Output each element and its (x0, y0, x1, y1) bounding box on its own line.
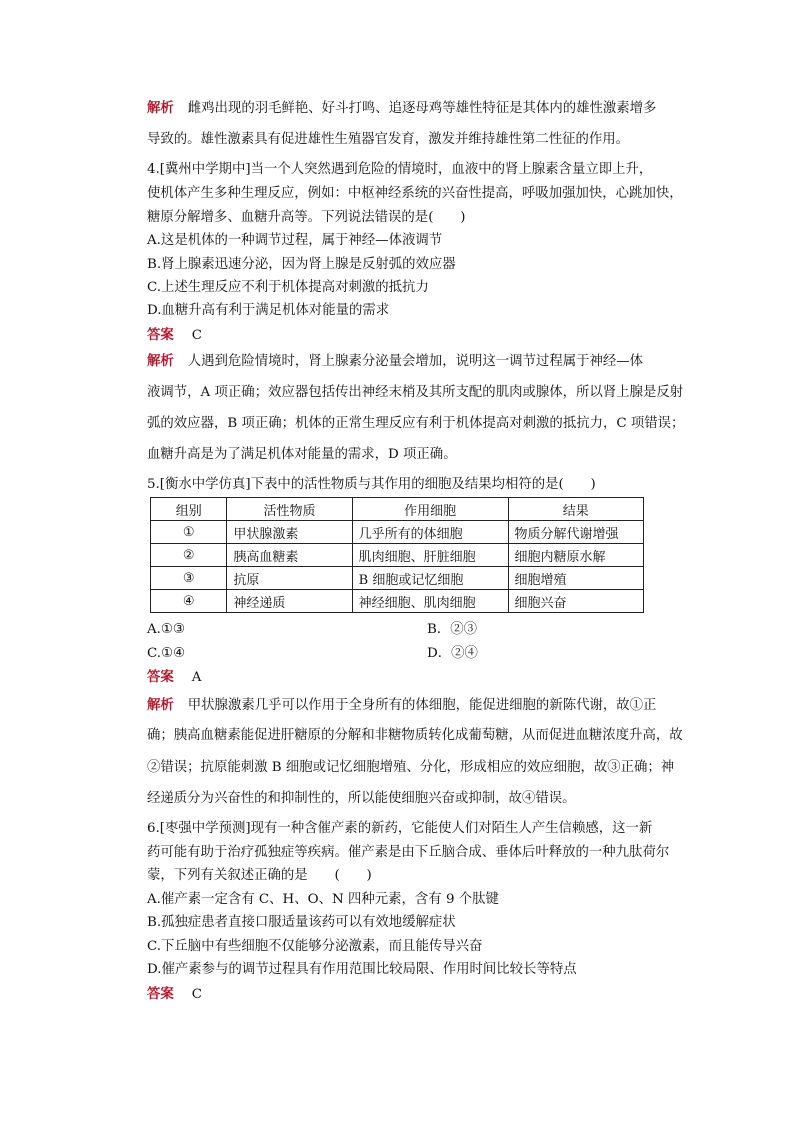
column-header: 作用细胞 (352, 498, 508, 521)
table-cell: 甲状腺激素 (227, 521, 352, 544)
question-stem: 糖原分解增多、血糖升高等。下列说法错误的是( ) (147, 210, 466, 225)
question-stem: 6.[枣强中学预测]现有一种含催产素的新药，它能使人们对陌生人产生信赖感，这一新 (147, 821, 653, 836)
option-c: C.下丘脑中有些细胞不仅能够分泌激素，而且能传导兴奋 (147, 939, 483, 954)
answer-line (147, 985, 202, 1004)
option-d: D.催产素参与的调节过程具有作用范围比较局限、作用时间比较长等特点 (147, 962, 577, 977)
analysis-text: ②错误；抗原能刺激 B 细胞或记忆细胞增殖、分化，形成相应的效应细胞，故③正确；神 (147, 760, 675, 775)
option-b: B.孤独症患者直接口服适量该药可以有效地缓解症状 (147, 915, 456, 930)
table-header-row (151, 498, 644, 521)
table-cell: ② (151, 544, 227, 567)
answer-value: C (191, 987, 203, 1002)
column-header: 结果 (508, 498, 643, 521)
table-cell: 细胞兴奋 (508, 590, 643, 613)
answer-label: 答案 (147, 327, 174, 343)
table-cell: B 细胞或记忆细胞 (352, 567, 508, 590)
column-header: 活性物质 (227, 498, 352, 521)
analysis-label: 解析 (147, 353, 174, 369)
table-cell: 几乎所有的体细胞 (352, 521, 508, 544)
table-cell: 神经细胞、肌肉细胞 (352, 590, 508, 613)
table-row (151, 590, 644, 613)
option-a: A.①③ (147, 622, 185, 637)
analysis-text: 导致的。雄性激素具有促进雄性生殖器官发育，激发并维持雄性第二性征的作用。 (147, 132, 630, 147)
table-cell: 细胞内糖原水解 (508, 544, 643, 567)
table-cell: 细胞增殖 (508, 567, 643, 590)
table-cell: 神经递质 (227, 590, 352, 613)
table-row (151, 521, 644, 544)
analysis-text: 液调节，A 项正确；效应器包括传出神经末梢及其所支配的肌肉或腺体，所以肾上腺是反射 (147, 385, 684, 400)
column-header: 组别 (151, 498, 227, 521)
table-row (151, 544, 644, 567)
option-d: D.血糖升高有利于满足机体对能量的需求 (147, 303, 390, 318)
answer-line (147, 668, 201, 687)
table-cell: 物质分解代谢增强 (508, 521, 643, 544)
option-a: A.这是机体的一种调节过程，属于神经—体液调节 (147, 233, 443, 248)
answer-value: C (191, 328, 203, 343)
question-stem: 使机体产生多种生理反应，例如：中枢神经系统的兴奋性提高，呼吸加强加快，心跳加快， (147, 186, 683, 201)
analysis-label: 解析 (147, 697, 174, 713)
table-cell: 抗原 (227, 567, 352, 590)
analysis-text: 弧的效应器，B 项正确；机体的正常生理反应有利于机体提高对刺激的抵抗力，C 项错误； (147, 416, 685, 431)
question-stem: 药可能有助于治疗孤独症等疾病。催产素是由下丘脑合成、垂体后叶释放的一种九肽荷尔 (147, 845, 670, 860)
option-d: D．②④ (427, 646, 478, 661)
table-cell: 肌肉细胞、肝脏细胞 (352, 544, 508, 567)
table-cell: ④ (151, 590, 227, 613)
option-c: C.上述生理反应不利于机体提高对刺激的抵抗力 (147, 280, 429, 295)
answer-label: 答案 (147, 986, 174, 1002)
table-cell: ③ (151, 567, 227, 590)
analysis-label: 解析 (147, 100, 174, 116)
analysis-text: 甲状腺激素几乎可以作用于全身所有的体细胞，能促进细胞的新陈代谢，故①正 (187, 698, 657, 713)
analysis-text: 血糖升高是为了满足机体对能量的需求，D 项正确。 (147, 447, 457, 462)
option-a: A.催产素一定含有 C、H、O、N 四种元素，含有 9 个肽键 (147, 892, 499, 907)
question-stem: 蒙，下列有关叙述正确的是 ( ) (147, 868, 372, 883)
answer-label: 答案 (147, 669, 174, 685)
answer-value: A (191, 670, 202, 685)
analysis-paragraph-line (147, 696, 656, 715)
analysis-paragraph-line (147, 352, 643, 371)
question-stem: 4.[冀州中学期中]当一个人突然遇到危险的情境时，血液中的肾上腺素含量立即上升， (147, 162, 653, 177)
table-cell: ① (151, 521, 227, 544)
analysis-paragraph-line (147, 99, 656, 118)
table-row (151, 567, 644, 590)
table-cell: 胰高血糖素 (227, 544, 352, 567)
option-c: C.①④ (147, 646, 186, 661)
option-b: B.肾上腺素迅速分泌，因为肾上腺是反射弧的效应器 (147, 257, 456, 272)
data-table (150, 497, 644, 613)
analysis-text: 确；胰高血糖素能促进肝糖原的分解和非糖物质转化成葡萄糖，从而促进血糖浓度升高，故 (147, 728, 683, 743)
analysis-text: 经递质分为兴奋性的和抑制性的，所以能使细胞兴奋或抑制，故④错误。 (147, 791, 576, 806)
option-b: B．②③ (427, 622, 478, 637)
analysis-text: 雌鸡出现的羽毛鲜艳、好斗打鸣、追逐母鸡等雄性特征是其体内的雄性激素增多 (187, 101, 657, 116)
analysis-text: 人遇到危险情境时，肾上腺素分泌量会增加，说明这一调节过程属于神经—体 (187, 354, 644, 369)
question-stem: 5.[衡水中学仿真]下表中的活性物质与其作用的细胞及结果均相符的是( ) (147, 477, 596, 492)
answer-line (147, 326, 202, 345)
